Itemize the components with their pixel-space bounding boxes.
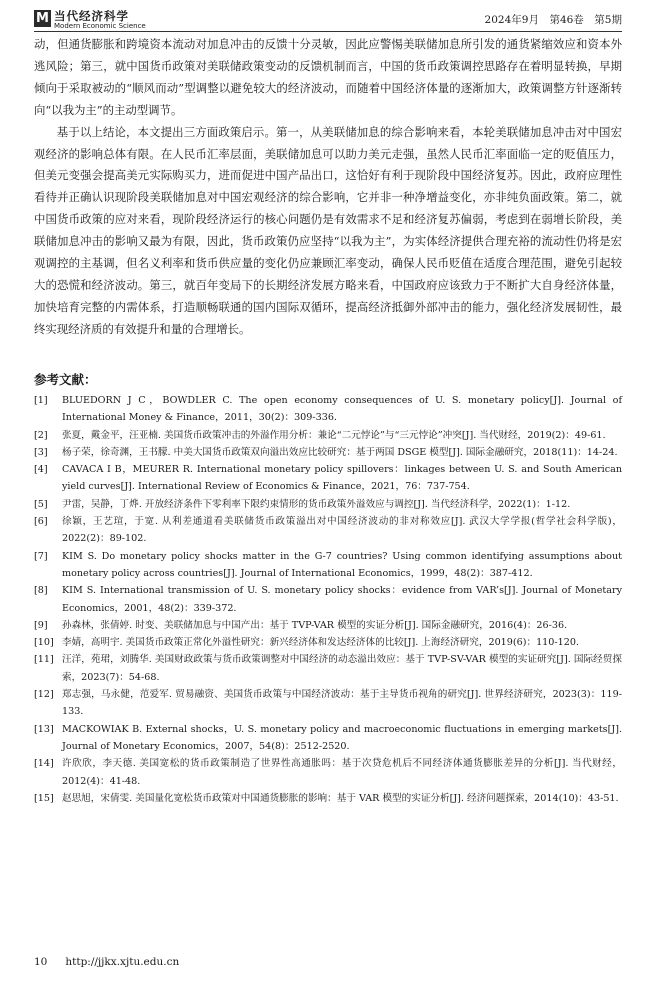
reference-item [34,427,622,444]
page-footer [34,956,179,968]
reference-item [34,496,622,513]
reference-number: [4] [34,464,48,476]
issue-info: 2024年9月 第46卷 第5期 [484,14,622,26]
reference-text: MACKOWIAK B. External shocks，U. S. monetary policy and macroeconomic fluctuations in emerging markets[J]. Journal of Monetary Economics，2007，54(8)：2512-2520. [62,723,622,752]
reference-item [34,392,622,427]
reference-number: [3] [34,446,48,458]
reference-text: 赵思旭，宋倩雯. 美国量化宽松货币政策对中国通货膨胀的影响：基于 VAR 模型的实证分析[J]. 经济问题探索，2014(10)：43-51. [62,792,619,804]
reference-number: [12] [34,689,54,701]
reference-text: 尹雷，吴静，丁烨. 开放经济条件下零利率下限约束情形的货币政策外溢效应与调控[J]. 当代经济科学，2022(1)：1-12. [62,498,571,510]
reference-number: [1] [34,395,48,406]
page-number: 10 [34,956,48,968]
journal-url: http://jjkx.xjtu.edu.cn [65,956,180,968]
reference-item [34,444,622,461]
reference-item [34,721,622,756]
reference-item [34,651,622,686]
journal-english-title: Modern Economic Science [54,22,146,30]
reference-number: [14] [34,758,54,770]
reference-text: KIM S. International transmission of U. S. monetary policy shocks：evidence from VAR’s[J]. Journal of Monetary Economics，2001，48(2)：339-372. [62,585,622,614]
reference-number: [6] [34,516,48,528]
reference-item [34,755,622,790]
reference-number: [9] [34,619,48,631]
reference-text: 徐颖，王艺瑄，于宽. 从利差通道看美联储货币政策溢出对中国经济波动的非对称效应[J]. 武汉大学学报(哲学社会科学版)，2022(2)：89-102. [62,516,622,545]
journal-title: 当代经济科学 [54,9,129,23]
reference-item [34,582,622,617]
reference-item [34,461,622,496]
reference-number: [10] [34,637,54,649]
reference-item [34,513,622,548]
reference-number: [11] [34,654,54,666]
paragraph: 基于以上结论，本文提出三方面政策启示。第一，从美联储加息的综合影响来看，本轮美联储加息冲击对中国宏观经济的影响总体有限。在人民币汇率层面，美联储加息可以助力美元走强，虽然人民币汇率面临一定的贬值压力，但美元变强会提高美元实际购买力，进而促进中国产品出口，这恰好有利于现阶段中国经济复苏。因此，政府应理性看待并正确认识现阶段美联储加息对中国宏观经济的综合影响，它并非一种净增益变化，亦非纯负面政策。第二，就中国货币政策的应对来看，现阶段经济运行的核心问题仍是有效需求不足和经济复苏偏弱，考虑到在弱增长阶段，美联储加息冲击的影响又最为有限，因此，货币政策仍应坚持“以我为主”，为实体经济提供合理充裕的流动性仍将是宏观调控的主基调，但名义利率和货币供应量的变化仍应兼顾汇率变动，确保人民币贬值在适度合理范围，避免引起较大的恐慌和经济波动。第三，就百年变局下的长期经济发展方略来看，中国政府应该致力于不断扩大自身经济体量，加快培育完整的内需体系，打造顺畅联通的国内国际双循环，提高经济抵御外部冲击的能力，强化经济发展韧性，最终实现经济质的有效提升和量的合理增长。 [34,124,622,336]
journal-logo: M [34,10,51,27]
reference-text: 李婧，高明宇. 美国货币政策正常化外溢性研究：新兴经济体和发达经济体的比较[J]. 上海经济研究，2019(6)：110-120. [62,637,579,649]
reference-number: [15] [34,792,54,804]
reference-text: BLUEDORN J C，BOWDLER C. The open economy consequences of U. S. monetary policy[J]. Journal of International Money & Finance，2011，30(2)：309-336. [62,395,622,424]
reference-number: [8] [34,585,48,597]
paragraph: 动，但通货膨胀和跨境资本流动对加息冲击的反馈十分灵敏，因此应警惕美联储加息所引发的通货紧缩效应和资本外逃风险；第三，就中国货币政策对美联储政策变动的反馈机制而言，中国的货币政策调控思路存在着明显转换，早期倾向于采取被动的“顺风而动”型调整以避免较大的经济波动，而随着中国经济体量的逐渐加大，政策调整方针逐渐转向“以我为主”的主动型调节。 [34,37,622,117]
reference-item [34,790,622,807]
reference-text: 孙森林，张倩婷. 时变、美联储加息与中国产出：基于 TVP-VAR 模型的实证分析[J]. 国际金融研究，2016(4)：26-36. [62,619,568,631]
reference-number: [2] [34,429,48,441]
reference-item [34,686,622,721]
reference-text: KIM S. Do monetary policy shocks matter in the G-7 countries? Using common identifying assumptions about monetary policy across countries[J]. Journal of International Economics，1999，48(2)：387-412. [62,550,622,579]
body-text [34,34,622,341]
reference-text: 张夏，戴金平，汪亚楠. 美国货币政策冲击的外溢作用分析：兼论“二元悖论”与“三元悖论”冲突[J]. 当代财经，2019(2)：49-61. [62,429,606,441]
reference-item [34,548,622,583]
reference-text: 汪洋，苑珺，刘腾华. 美国财政政策与货币政策调整对中国经济的动态溢出效应：基于 TVP-SV-VAR 模型的实证研究[J]. 国际经贸探索，2023(7)：54-68. [62,654,622,683]
page-header [34,8,622,32]
reference-item [34,634,622,651]
reference-text: 郑志强，马永健，范爱军. 贸易融资、美国货币政策与中国经济波动：基于主导货币视角的研究[J]. 世界经济研究，2023(3)：119-133. [62,689,622,718]
reference-text: 许欣欣，李天德. 美国宽松的货币政策制造了世界性高通胀吗：基于次贷危机后不同经济体通货膨胀差异的分析[J]. 当代财经，2012(4)：41-48. [62,758,622,787]
header-rule [34,31,622,32]
references-heading: 参考文献： [34,372,97,387]
reference-item [34,617,622,634]
reference-number: [7] [34,550,48,562]
reference-text: CAVACA I B，MEURER R. International monetary policy spillovers：linkages between U. S. and South American yield curves[J]. International Review of Economics & Finance，2021，76：737-754. [62,464,622,493]
references-list [34,392,622,807]
reference-number: [13] [34,723,54,735]
reference-text: 杨子荣，徐奇渊，王书朦. 中美大国货币政策双向溢出效应比较研究：基于两国 DSGE 模型[J]. 国际金融研究，2018(11)：14-24. [62,446,618,458]
reference-number: [5] [34,498,48,510]
